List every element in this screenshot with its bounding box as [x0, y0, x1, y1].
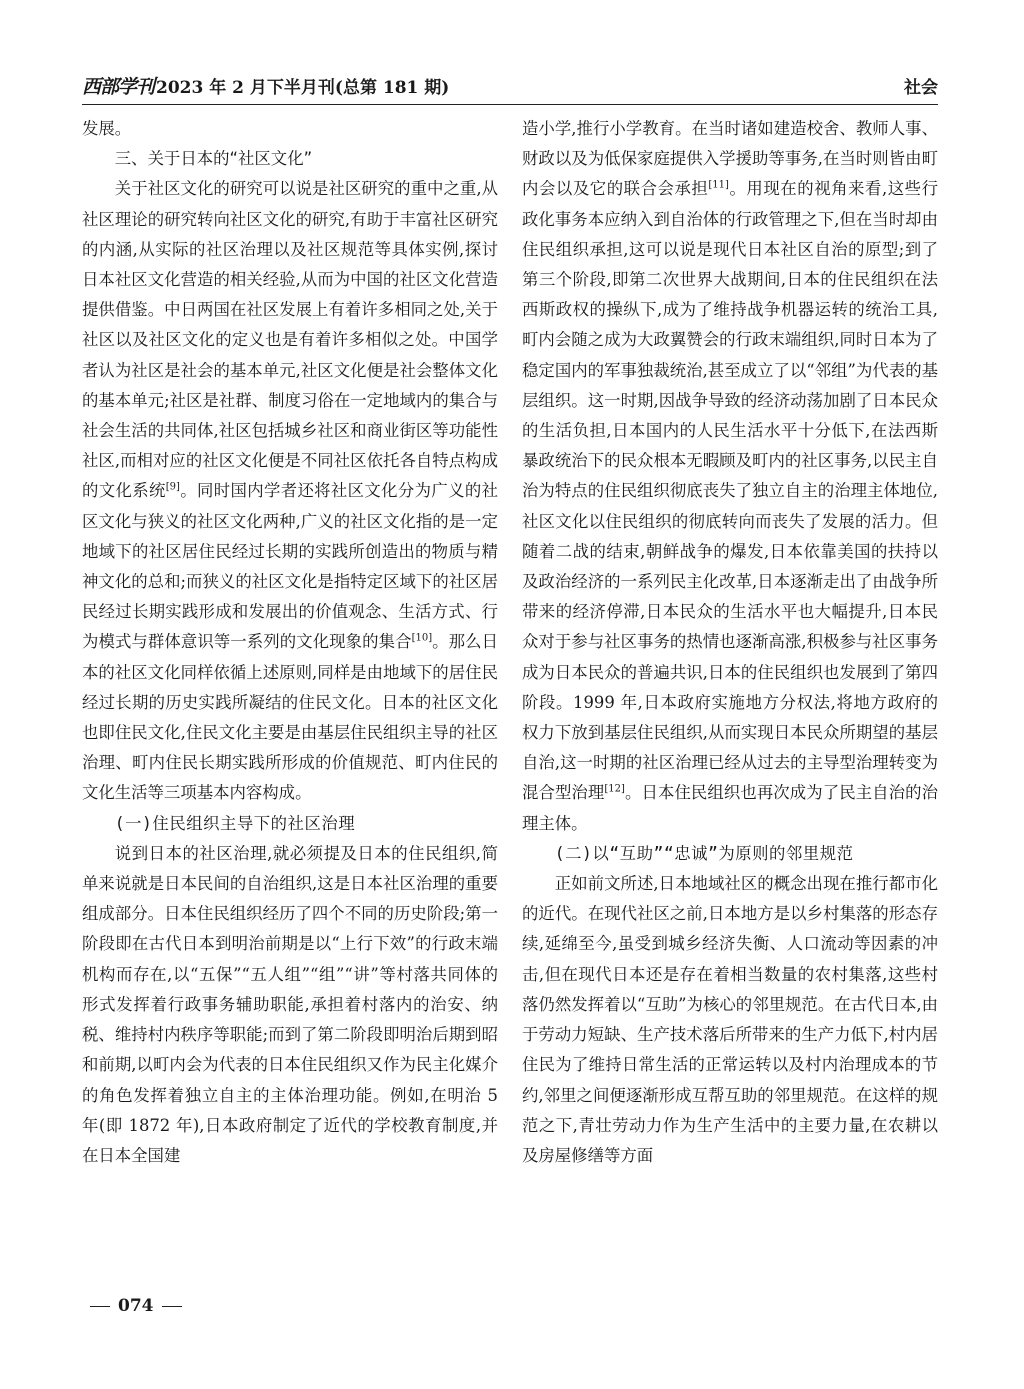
issue-info: 2023 年 2 月下半月刊(总第 181 期): [156, 77, 450, 98]
paragraph-text: 。同时国内学者还将社区文化分为广义的社区文化与狭义的社区文化两种,广义的社区文化指的是一定地域下的社区居住民经过长期的实践所创造出的物质与精神文化的总和;而狭义的社区文化是指特定区域下的社区居民经过长期实践形成和发展出的价值观念、生活方式、行为模式与群体意识等一系列的文化现象的集合: [82, 481, 499, 652]
subsection-heading: (二)以“互助”“忠诚”为原则的邻里规范: [554, 843, 854, 863]
left-column: [82, 114, 498, 1171]
page-footer: [82, 1296, 190, 1316]
header-left: [82, 72, 449, 99]
paragraph-text: 。那么日本的社区文化同样依循上述原则,同样是由地域下的居住民经过长期的历史实践所凝结的住民文化。日本的社区文化也即住民文化,住民文化主要是由基层住民组织主导的社区治理、町内住民长期实践所形成的价值规范、町内住民的文化生活等三项基本内容构成。: [82, 632, 499, 803]
right-column: [522, 114, 938, 1171]
citation-ref: [9]: [165, 481, 180, 493]
citation-ref: [10]: [411, 632, 433, 644]
paragraph: 说到日本的社区治理,就必须提及日本的住民组织,简单来说就是日本民间的自治组织,这是日本社区治理的重要组成部分。日本住民组织经历了四个不同的历史阶段;第一阶段即在古代日本到明治前期是以“上行下效”的行政末端机构而存在,以“五保”“五人组”“组”“讲”等村落共同体的形式发挥着行政事务辅助职能,承担着村落内的治安、纳税、维持村内秩序等职能;而到了第二阶段即明治后期到昭和前期,以町内会为代表的日本住民组织又作为民主化媒介的角色发挥着独立自主的主体治理功能。例如,在明治 5 年(即 1872 年),日本政府制定了近代的学校教育制度,并在日本全国建: [82, 843, 498, 1165]
paragraph-text: 造小学,推行小学教育。在当时诸如建造校舍、教师人事、财政以及为低保家庭提供入学援助等事务,在当时则皆由町内会以及它的联合会承担: [522, 119, 938, 199]
paragraph-text: 。日本住民组织也再次成为了民主自治的治理主体。: [522, 783, 939, 833]
journal-logo: 西部学刊: [82, 75, 155, 98]
running-header: [82, 66, 938, 105]
section-tag: 社会: [904, 77, 938, 98]
section-heading: 三、关于日本的“社区文化”: [114, 149, 313, 169]
citation-ref: [11]: [708, 179, 729, 191]
subsection-heading: (一)住民组织主导下的社区治理: [114, 813, 356, 833]
paragraph: 正如前文所述,日本地域社区的概念出现在推行都市化的近代。在现代社区之前,日本地方是以乡村集落的形态存续,延绵至今,虽受到城乡经济失衡、人口流动等因素的冲击,但在现代日本还是存在着相当数量的农村集落,这些村落仍然发挥着以“互助”为核心的邻里规范。在古代日本,由于劳动力短缺、生产技术落后所带来的生产力低下,村内居住民为了维持日常生活的正常运转以及村内治理成本的节约,邻里之间便逐渐形成互帮互助的邻里规范。在这样的规范之下,青壮劳动力作为生产生活中的主要力量,在农耕以及房屋修缮等方面: [522, 874, 938, 1165]
paragraph: [82, 174, 498, 808]
footer-dash-left: [90, 1306, 110, 1307]
paragraph-text: 。用现在的视角来看,这些行政化事务本应纳入到自治体的行政管理之下,但在当时却由住民组织承担,这可以说是现代日本社区自治的原型;到了第三个阶段,即第二次世界大战期间,日本的住民组织在法西斯政权的操纵下,成为了维持战争机器运转的统治工具,町内会随之成为大政翼赞会的行政末端组织,同时日本为了稳定国内的军事独裁统治,甚至成立了以“邻组”为代表的基层组织。这一时期,因战争导致的经济动荡加剧了日本民众的生活负担,日本国内的人民生活水平十分低下,在法西斯暴政统治下的民众根本无暇顾及町内的社区事务,以民主自治为特点的住民组织彻底丧失了独立自主的治理主体地位,社区文化以住民组织的彻底转向而丧失了发展的活力。但随着二战的结束,朝鲜战争的爆发,日本依靠美国的扶持以及政治经济的一系列民主化改革,日本逐渐走出了由战争所带来的经济停滞,日本民众的生活水平也大幅提升,日本民众对于参与社区事务的热情也逐渐高涨,积极参与社区事务成为日本民众的普遍共识,日本的住民组织也发展到了第四阶段。1999 年,日本政府实施地方分权法,将地方政府的权力下放到基层住民组织,从而实现日本民众所期望的基层自治,这一时期的社区治理已经从过去的主导型治理转变为混合型治理: [522, 179, 939, 803]
citation-ref: [12]: [604, 784, 625, 795]
footer-dash-right: [162, 1306, 182, 1307]
page-number: 074: [118, 1296, 154, 1316]
paragraph-text: 关于社区文化的研究可以说是社区研究的重中之重,从社区理论的研究转向社区文化的研究,有助于丰富社区研究的内涵,从实际的社区治理以及社区规范等具体实例,探讨日本社区文化营造的相关经验,从而为中国的社区文化营造提供借鉴。中日两国在社区发展上有着许多相同之处,关于社区以及社区文化的定义也是有着许多相似之处。中国学者认为社区是社会的基本单元,社区文化便是社会整体文化的基本单元;社区是社群、制度习俗在一定地域内的集合与社会生活的共同体,社区包括城乡社区和商业街区等功能性社区,而相对应的社区文化便是不同社区依托各自特点构成的文化系统: [82, 179, 498, 501]
paragraph: [522, 114, 938, 839]
paragraph: 发展。: [82, 119, 132, 138]
